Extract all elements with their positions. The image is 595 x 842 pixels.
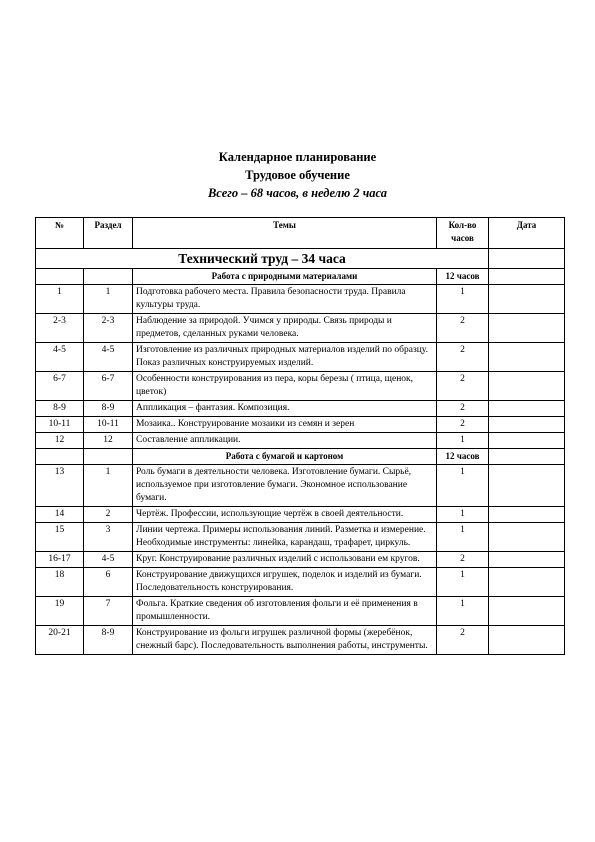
lesson-topic: Мозаика.. Конструирование мозаики из семян и зерен <box>133 417 437 433</box>
lesson-date <box>489 343 565 372</box>
section-number: 6-7 <box>84 372 133 401</box>
lesson-topic: Конструирование из фольги игрушек различной формы (жеребёнок, снежный барс). Последовательность выполнения работы, инструменты. <box>133 626 437 655</box>
col-header-topics: Темы <box>133 218 437 249</box>
col-header-count: Кол-во часов <box>437 218 489 249</box>
table-row <box>36 285 565 314</box>
lesson-topic: Конструирование движущихся игрушек, поделок и изделий из бумаги. Последовательность конструирования. <box>133 568 437 597</box>
section-number: 4-5 <box>84 343 133 372</box>
lesson-hours: 1 <box>437 568 489 597</box>
subsection-title: Работа с бумагой и картоном <box>133 449 437 465</box>
section-number: 7 <box>84 597 133 626</box>
lesson-date <box>489 597 565 626</box>
lesson-number: 14 <box>36 507 84 523</box>
col-header-num: № <box>36 218 84 249</box>
table-row <box>36 507 565 523</box>
lesson-topic: Подготовка рабочего места. Правила безопасности труда. Правила культуры труда. <box>133 285 437 314</box>
lesson-hours: 2 <box>437 401 489 417</box>
lesson-date <box>489 285 565 314</box>
lesson-topic: Фольга. Краткие сведения об изготовления фольги и её применения в промышленности. <box>133 597 437 626</box>
lesson-topic: Чертёж. Профессии, использующие чертёж в своей деятельности. <box>133 507 437 523</box>
lesson-date <box>489 568 565 597</box>
subsection-hours: 12 часов <box>437 449 489 465</box>
document-title: Календарное планирование <box>218 150 377 164</box>
lesson-number: 16-17 <box>36 552 84 568</box>
lesson-hours: 2 <box>437 372 489 401</box>
lesson-number: 13 <box>36 465 84 507</box>
table-cell <box>84 449 133 465</box>
col-header-date: Дата <box>489 218 565 249</box>
lesson-hours: 1 <box>437 597 489 626</box>
lesson-hours: 1 <box>437 285 489 314</box>
lesson-number: 19 <box>36 597 84 626</box>
section-number: 8-9 <box>84 401 133 417</box>
table-row <box>36 465 565 507</box>
table-row <box>36 314 565 343</box>
lesson-number: 2-3 <box>36 314 84 343</box>
lesson-number: 6-7 <box>36 372 84 401</box>
subsection-title: Работа с природными материалами <box>133 269 437 285</box>
subsection-hours: 12 часов <box>437 269 489 285</box>
section-number: 2 <box>84 507 133 523</box>
lesson-topic: Роль бумаги в деятельности человека. Изготовление бумаги. Сырьё, используемое при изготовление бумаги. Экономное использование бумаги. <box>133 465 437 507</box>
section-number: 8-9 <box>84 626 133 655</box>
lesson-hours: 1 <box>437 507 489 523</box>
table-row <box>36 523 565 552</box>
lesson-date <box>489 314 565 343</box>
section-number: 12 <box>84 433 133 449</box>
lesson-date <box>489 372 565 401</box>
plan-table <box>35 217 565 655</box>
table-row <box>36 568 565 597</box>
lesson-number: 8-9 <box>36 401 84 417</box>
table-cell <box>489 249 565 269</box>
lesson-topic: Круг. Конструирование различных изделий с использовани ем кругов. <box>133 552 437 568</box>
table-cell <box>489 449 565 465</box>
table-row <box>36 433 565 449</box>
lesson-topic: Изготовление из различных природных материалов изделий по образцу. Показ различных конструируемых изделий. <box>133 343 437 372</box>
table-row <box>36 417 565 433</box>
hours-total: Всего – 68 часов, в неделю 2 часа <box>207 186 388 200</box>
lesson-date <box>489 507 565 523</box>
table-cell <box>36 449 84 465</box>
table-cell <box>84 269 133 285</box>
lesson-topic: Аппликация – фантазия. Композиция. <box>133 401 437 417</box>
subsection-row <box>36 269 565 285</box>
table-header-row <box>36 218 565 249</box>
lesson-topic: Наблюдение за природой. Учимся у природы. Связь природы и предметов, сделанных руками человека. <box>133 314 437 343</box>
table-cell <box>36 269 84 285</box>
lesson-hours: 2 <box>437 314 489 343</box>
lesson-number: 18 <box>36 568 84 597</box>
lesson-topic: Особенности конструирования из пера, коры березы ( птица, щенок, цветок) <box>133 372 437 401</box>
lesson-topic: Линии чертежа. Примеры использования линий. Разметка и измерение. Необходимые инструменты: линейка, карандаш, трафарет, циркуль. <box>133 523 437 552</box>
table-row <box>36 401 565 417</box>
table-cell <box>489 269 565 285</box>
lesson-hours: 1 <box>437 523 489 552</box>
lesson-topic: Составление аппликации. <box>133 433 437 449</box>
lesson-date <box>489 433 565 449</box>
lesson-hours: 1 <box>437 465 489 507</box>
lesson-number: 10-11 <box>36 417 84 433</box>
section-number: 6 <box>84 568 133 597</box>
lesson-number: 15 <box>36 523 84 552</box>
lesson-date <box>489 465 565 507</box>
lesson-hours: 2 <box>437 626 489 655</box>
lesson-hours: 2 <box>437 552 489 568</box>
table-row <box>36 552 565 568</box>
section-number: 2-3 <box>84 314 133 343</box>
lesson-hours: 2 <box>437 417 489 433</box>
section-number: 1 <box>84 465 133 507</box>
table-row <box>36 626 565 655</box>
col-header-section: Раздел <box>84 218 133 249</box>
subsection-row <box>36 449 565 465</box>
lesson-number: 1 <box>36 285 84 314</box>
section-number: 4-5 <box>84 552 133 568</box>
lesson-date <box>489 401 565 417</box>
lesson-date <box>489 552 565 568</box>
lesson-date <box>489 417 565 433</box>
lesson-hours: 1 <box>437 433 489 449</box>
lesson-date <box>489 523 565 552</box>
lesson-number: 20-21 <box>36 626 84 655</box>
section-title: Технический труд – 34 часа <box>36 249 489 269</box>
table-row <box>36 343 565 372</box>
section-number: 10-11 <box>84 417 133 433</box>
section-row <box>36 249 565 269</box>
table-row <box>36 597 565 626</box>
table-row <box>36 372 565 401</box>
lesson-date <box>489 626 565 655</box>
section-number: 3 <box>84 523 133 552</box>
lesson-hours: 2 <box>437 343 489 372</box>
section-number: 1 <box>84 285 133 314</box>
document-subtitle: Трудовое обучение <box>245 168 350 182</box>
lesson-number: 12 <box>36 433 84 449</box>
lesson-number: 4-5 <box>36 343 84 372</box>
